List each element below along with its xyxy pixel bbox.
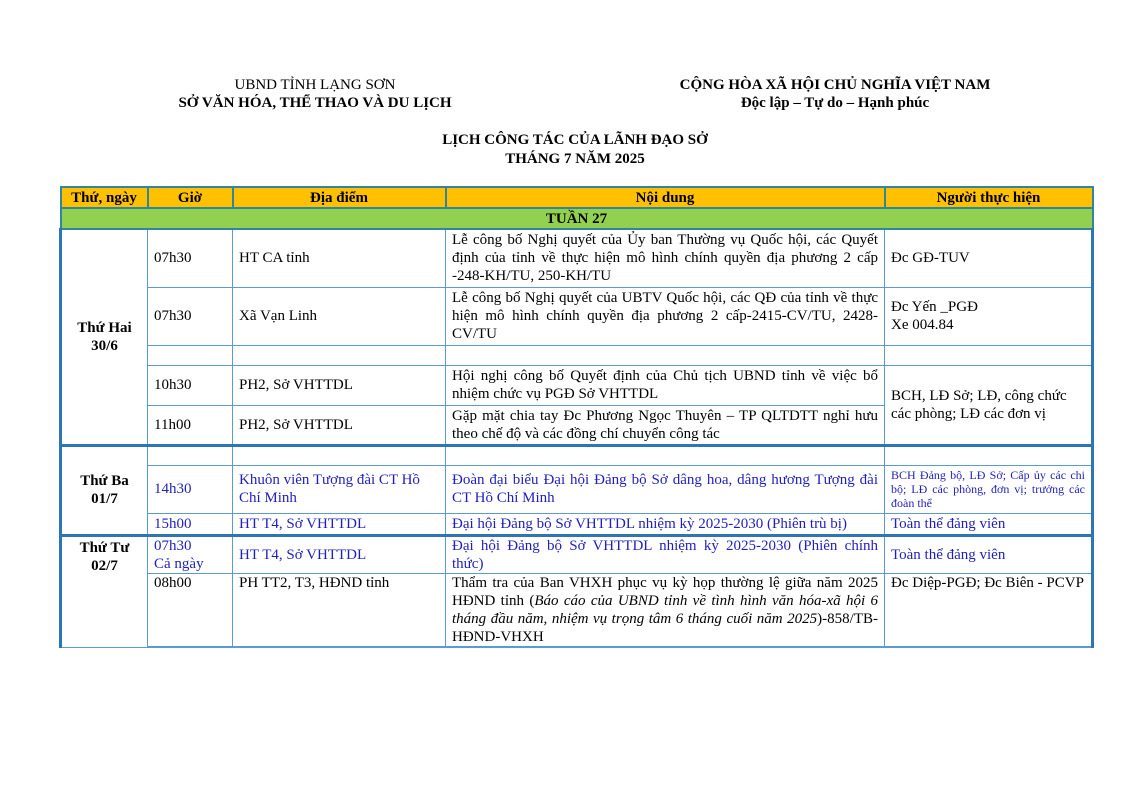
col-header-person: Người thực hiện: [885, 187, 1093, 208]
col-header-day: Thứ, ngày: [61, 187, 148, 208]
title-line-1: LỊCH CÔNG TÁC CỦA LÃNH ĐẠO SỞ: [442, 132, 708, 148]
place-cell: Khuôn viên Tượng đài CT Hồ Chí Minh: [233, 465, 446, 513]
content-part: Thẩm tra của Ban VHXH phục vụ kỳ họp thường lệ giữa năm 2025 HĐND tỉnh (: [452, 574, 878, 609]
nation-header: [630, 76, 1040, 112]
schedule-table: [59, 186, 1094, 648]
time-cell: 14h30: [148, 465, 233, 513]
time-line: Cả ngày: [154, 555, 204, 572]
document-title: [0, 131, 1123, 169]
day-cell-monday: [61, 229, 148, 445]
empty-cell: [233, 445, 446, 465]
person-cell: BCH, LĐ Sở; LĐ, công chức các phòng; LĐ các đơn vị: [885, 365, 1093, 445]
person-cell: Đc Diệp-PGĐ; Đc Biên - PCVP: [885, 573, 1093, 647]
table-row: [61, 573, 1093, 647]
time-cell: 11h00: [148, 405, 233, 445]
empty-cell: [148, 445, 233, 465]
person-cell: Toàn thể đảng viên: [885, 535, 1093, 573]
content-cell: Đại hội Đảng bộ Sở VHTTDL nhiệm kỳ 2025-2030 (Phiên trù bị): [446, 513, 885, 535]
day-cell-tuesday: [61, 445, 148, 535]
empty-cell: [446, 445, 885, 465]
content-cell: Hội nghị công bố Quyết định của Chủ tịch UBND tỉnh về việc bổ nhiệm chức vụ PGĐ Sở VHTTDL: [446, 365, 885, 405]
table-row: [61, 465, 1093, 513]
day-date: 01/7: [91, 491, 118, 507]
day-date: 30/6: [91, 337, 118, 354]
table-row: [61, 229, 1093, 287]
week-row: [61, 208, 1093, 229]
empty-cell: [233, 345, 446, 365]
time-line: 07h30: [154, 537, 192, 554]
content-cell: Đại hội Đảng bộ Sở VHTTDL nhiệm kỳ 2025-2030 (Phiên chính thức): [446, 535, 885, 573]
person-cell: [885, 287, 1093, 345]
empty-cell: [446, 345, 885, 365]
time-cell: 08h00: [148, 573, 233, 647]
col-header-content: Nội dung: [446, 187, 885, 208]
place-cell: HT CA tỉnh: [233, 229, 446, 287]
empty-row: [61, 345, 1093, 365]
week-label: TUẦN 27: [61, 208, 1093, 229]
empty-cell: [148, 345, 233, 365]
person-line: Đc Yến _PGĐ: [891, 299, 978, 315]
table-header-row: [61, 187, 1093, 208]
day-name: Thứ Hai: [77, 319, 132, 336]
place-cell: HT T4, Sở VHTTDL: [233, 535, 446, 573]
day-date: 02/7: [91, 557, 118, 574]
place-cell: Xã Vạn Linh: [233, 287, 446, 345]
empty-row: [61, 445, 1093, 465]
day-name: Thứ Ba: [80, 473, 129, 489]
col-header-time: Giờ: [148, 187, 233, 208]
org-line-1: UBND TỈNH LẠNG SƠN: [234, 77, 396, 93]
place-cell: HT T4, Sở VHTTDL: [233, 513, 446, 535]
col-header-place: Địa điểm: [233, 187, 446, 208]
time-cell: 10h30: [148, 365, 233, 405]
time-cell: [148, 535, 233, 573]
place-cell: PH2, Sở VHTTDL: [233, 405, 446, 445]
content-italic-part: Báo cáo của UBND tỉnh về tình hình văn hóa-xã hội 6 tháng đầu năm, nhiệm vụ trọng tâm 6 tháng cuối năm 2025: [452, 592, 878, 627]
content-cell: Đoàn đại biểu Đại hội Đảng bộ Sở dâng hoa, dâng hương Tượng đài CT Hồ Chí Minh: [446, 465, 885, 513]
place-cell: PH TT2, T3, HĐND tỉnh: [233, 573, 446, 647]
time-cell: 07h30: [148, 287, 233, 345]
content-part: )-858/TB-HĐND-VHXH: [452, 610, 878, 645]
time-cell: 07h30: [148, 229, 233, 287]
place-cell: PH2, Sở VHTTDL: [233, 365, 446, 405]
title-line-2: THÁNG 7 NĂM 2025: [505, 151, 645, 167]
table-row: [61, 535, 1093, 573]
time-cell: 15h00: [148, 513, 233, 535]
content-cell: [446, 573, 885, 647]
nation-line-2: Độc lập – Tự do – Hạnh phúc: [740, 95, 930, 111]
table-row: [61, 513, 1093, 535]
table-row: [61, 287, 1093, 345]
person-cell: Đc GĐ-TUV: [885, 229, 1093, 287]
empty-cell: [885, 345, 1093, 365]
person-line: Xe 004.84: [891, 317, 954, 333]
person-cell: Toàn thể đảng viên: [885, 513, 1093, 535]
content-cell: Gặp mặt chia tay Đc Phương Ngọc Thuyên – TP QLTDTT nghỉ hưu theo chế độ và các đồng chí chuyển công tác: [446, 405, 885, 445]
table-row: [61, 365, 1093, 405]
day-cell-wednesday: [61, 535, 148, 647]
empty-cell: [885, 445, 1093, 465]
day-name: Thứ Tư: [79, 539, 130, 556]
nation-line-1: CỘNG HÒA XÃ HỘI CHỦ NGHĨA VIỆT NAM: [679, 77, 991, 93]
content-cell: Lễ công bố Nghị quyết của Ủy ban Thường vụ Quốc hội, các Quyết định của tỉnh về thực hiện mô hình chính quyền địa phương 2 cấp -248-KH/TU, 250-KH/TU: [446, 229, 885, 287]
org-line-2: SỞ VĂN HÓA, THỂ THAO VÀ DU LỊCH: [178, 95, 452, 111]
content-cell: Lễ công bố Nghị quyết của UBTV Quốc hội, các QĐ của tỉnh về thực hiện mô hình chính quyền địa phương 2 cấp-2415-CV/TU, 2428-CV/TU: [446, 287, 885, 345]
organization-header: [150, 76, 480, 112]
person-cell: BCH Đảng bộ, LĐ Sở; Cấp ủy các chi bộ; LĐ các phòng, đơn vị; trưởng các đoàn thể: [885, 465, 1093, 513]
